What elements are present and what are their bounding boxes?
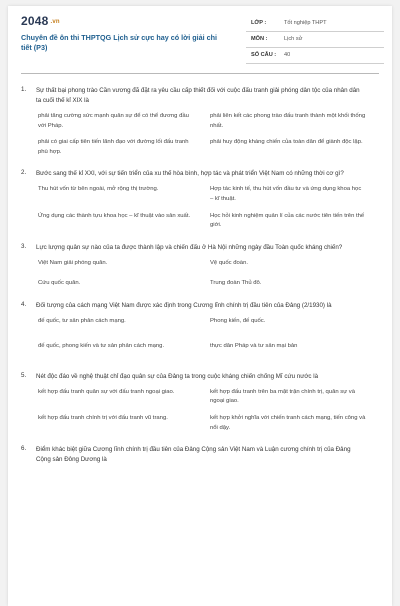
question-number: 5. (21, 371, 27, 379)
meta-label: SỐ CÂU : (251, 52, 277, 58)
question-text: Sự thất bại phong trào Cần vương đã đặt ra yêu cầu cấp thiết đối với cuộc đấu tranh giải phóng dân tộc của nhân dân ta cuối thế kỉ XIX là (36, 87, 360, 104)
question-number: 1. (21, 86, 27, 93)
meta-row-subject (246, 34, 384, 50)
answer-option[interactable]: Trung đoàn Thủ đô. (210, 279, 262, 286)
answer-option[interactable]: thực dân Pháp và tư sản mại bản (210, 342, 298, 349)
header-divider (21, 73, 379, 74)
question-text: Lực lượng quân sự nào của ta được thành lập và chiến đấu ở Hà Nội những ngày đầu Toàn quốc kháng chiến? (36, 243, 343, 251)
meta-row-count (246, 50, 384, 66)
question-2 (8, 169, 392, 230)
document-page (8, 6, 392, 606)
question-1 (8, 86, 392, 157)
answer-option[interactable]: kết hợp khởi nghĩa với chiến tranh cách mạng, tiến công và nổi dậy. (210, 414, 366, 431)
logo-text: 2048 (21, 14, 49, 28)
answer-option[interactable]: phải huy động kháng chiến của toàn dân để giành độc lập. (210, 139, 363, 146)
site-logo[interactable] (21, 14, 60, 28)
answer-option[interactable]: Thu hút vốn từ bên ngoài, mở rộng thị trường. (38, 186, 159, 193)
question-number: 4. (21, 300, 27, 308)
meta-value: Lịch sử (284, 36, 303, 42)
question-text: Điểm khác biệt giữa Cương lĩnh chính trị đầu tiên của Đảng Cộng sản Việt Nam và Luận cương chính trị của Đảng Cộng sản Đông Dương là (36, 446, 351, 464)
question-6 (8, 445, 392, 465)
answer-option[interactable]: phải tăng cường sức mạnh quân sự để có thể đương đầu với Pháp. (38, 113, 189, 129)
answer-option[interactable]: Vệ quốc đoàn. (210, 259, 248, 266)
answer-options (38, 112, 366, 157)
answer-option[interactable]: Hợp tác kinh tế, thu hút vốn đầu tư và ứng dụng khoa học – kĩ thuật. (210, 186, 362, 202)
answer-option[interactable]: kết hợp đấu tranh chính trị với đấu tranh vũ trang. (38, 414, 168, 421)
answer-option[interactable]: phải có giai cấp tiên tiến lãnh đạo với đường lối đấu tranh phù hợp. (38, 139, 189, 155)
question-3 (8, 243, 392, 289)
question-list (8, 86, 392, 477)
answer-option[interactable]: kết hợp đấu tranh quân sự với đấu tranh ngoại giao. (38, 388, 175, 395)
question-4 (8, 301, 392, 360)
question-text: Bước sang thế kỉ XXI, với sự tiến triển của xu thế hòa bình, hợp tác và phát triển Việt Nam có những thời cơ gì? (36, 170, 344, 178)
document-title: Chuyên đề ôn thi THPTQG Lịch sử cực hay có lời giải chi tiết (P3) (21, 33, 218, 52)
question-number: 2. (21, 169, 27, 177)
meta-label: LỚP : (251, 20, 267, 26)
answer-option[interactable]: kết hợp đấu tranh trên ba mặt trận chính trị, quân sự và ngoại giao. (210, 388, 356, 405)
answer-option[interactable]: Ứng dụng các thành tựu khoa học – kĩ thuật vào sản xuất. (38, 212, 191, 219)
answer-options (38, 259, 366, 289)
meta-value: Tốt nghiệp THPT (284, 20, 327, 26)
question-number: 3. (21, 242, 27, 250)
meta-label: MÔN : (251, 36, 268, 42)
answer-option[interactable]: Cứu quốc quân. (38, 279, 81, 286)
meta-box (246, 18, 384, 66)
answer-option[interactable]: đế quốc, tư sản phản cách mạng. (38, 317, 126, 324)
question-text: Nét độc đáo về nghệ thuật chỉ đạo quân sự của Đảng ta trong cuộc kháng chiến chống Mĩ cứu nước là (36, 372, 319, 380)
answer-options (38, 185, 366, 230)
answer-options (38, 317, 366, 360)
document-header (8, 6, 392, 66)
question-number: 6. (21, 445, 27, 453)
meta-row-class (246, 18, 384, 34)
answer-option[interactable]: Việt Nam giải phóng quân. (38, 259, 108, 266)
answer-option[interactable]: đế quốc, phong kiến và tư sản phản cách mạng. (38, 342, 165, 349)
answer-options (38, 388, 366, 433)
logo-suffix: .vn (50, 18, 60, 25)
answer-option[interactable]: Học hỏi kinh nghiệm quản lí của các nước tiên tiến trên thế giới. (210, 212, 365, 229)
answer-option[interactable]: Phong kiến, đế quốc. (210, 317, 266, 324)
meta-value: 40 (284, 52, 291, 58)
question-text: Đối tượng của cách mạng Việt Nam được xác định trong Cương lĩnh chính trị đầu tiên của Đảng (2/1930) là (36, 301, 332, 309)
answer-option[interactable]: phải liên kết các phong trào đấu tranh thành một khối thống nhất. (210, 113, 366, 129)
question-5 (8, 372, 392, 433)
